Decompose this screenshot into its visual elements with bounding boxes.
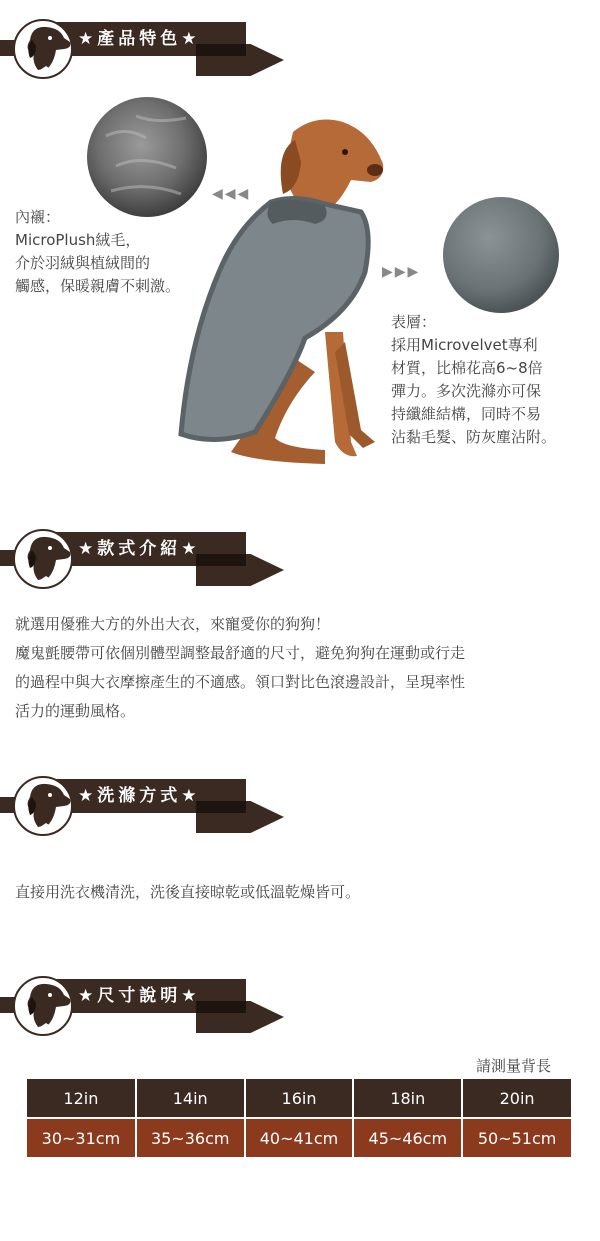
outer-fabric-swatch: [442, 196, 560, 314]
size-header-cell: 18in: [353, 1079, 462, 1118]
dog-logo-icon: [12, 528, 74, 590]
size-value-cell: 30~31cm: [27, 1118, 136, 1157]
wash-description: 直接用洗衣機清洗，洗後直接晾乾或低溫乾燥皆可。: [15, 883, 361, 901]
dog-logo-icon: [12, 975, 74, 1037]
size-value-cell: 35~36cm: [136, 1118, 245, 1157]
arrow-right-icon: ▶▶▶: [382, 264, 421, 280]
size-header-cell: 12in: [27, 1079, 136, 1118]
size-value-cell: 45~46cm: [353, 1118, 462, 1157]
arrow-left-icon: ◀◀◀: [212, 186, 251, 202]
size-value-row: [27, 1118, 571, 1157]
section-title: ★產品特色★: [78, 29, 201, 49]
size-header-cell: 16in: [245, 1079, 354, 1118]
dog-logo-icon: [12, 18, 74, 80]
size-value-cell: 50~51cm: [462, 1118, 571, 1157]
section-title: ★尺寸說明★: [78, 986, 201, 1006]
dog-logo-icon: [12, 775, 74, 837]
size-value-cell: 40~41cm: [245, 1118, 354, 1157]
size-table: [27, 1079, 571, 1157]
outer-description: 表層： 採用Microvelvet專利 材質，比棉花高6~8倍 彈力。多次洗滌亦可保 持纖維結構，同時不易 沾黏毛髮、防灰塵沾附。: [391, 313, 557, 446]
section-title: ★款式介紹★: [78, 539, 201, 559]
size-header-cell: 14in: [136, 1079, 245, 1118]
style-description: 就選用優雅大方的外出大衣，來寵愛你的狗狗！ 魔鬼氈腰帶可依個別體型調整最舒適的尺寸，避免狗狗在運動或行走 的過程中與大衣摩擦產生的不適感。領口對比色滾邊設計，呈現率性 活力的運動風格。: [15, 615, 466, 720]
section-title: ★洗滌方式★: [78, 786, 201, 806]
lining-description: 內襯： MicroPlush絨毛， 介於羽絨與植絨間的 觸感，保暖親膚不刺激。: [15, 208, 181, 295]
section-header-style: [0, 528, 290, 594]
section-header-features: [0, 18, 290, 84]
size-header-row: [27, 1079, 571, 1118]
section-header-size: [0, 975, 290, 1041]
dog-coat-image: [175, 112, 385, 474]
section-header-wash: [0, 775, 290, 841]
size-header-cell: 20in: [462, 1079, 571, 1118]
size-note: 請測量背長: [476, 1057, 552, 1075]
